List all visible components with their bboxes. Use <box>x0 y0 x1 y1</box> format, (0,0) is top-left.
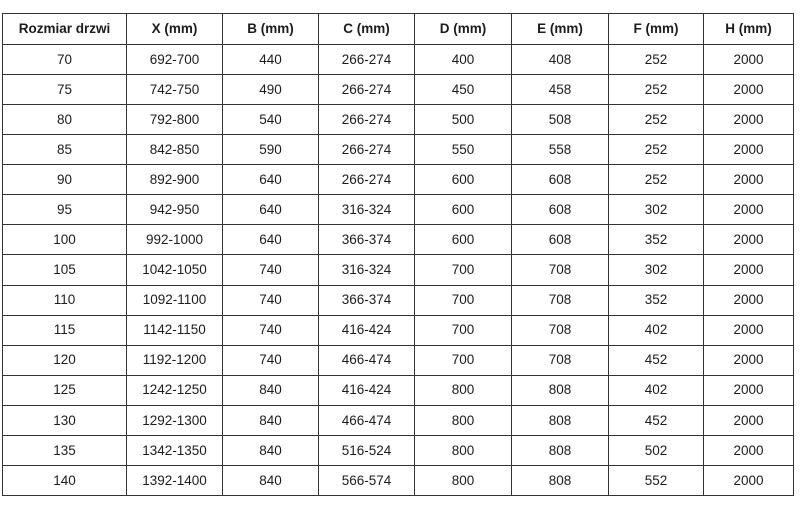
table-cell: 2000 <box>704 315 794 345</box>
table-cell: 252 <box>609 75 704 105</box>
table-cell: 266-274 <box>319 75 415 105</box>
table-cell: 608 <box>512 225 609 255</box>
table-cell: 85 <box>3 135 127 165</box>
table-cell: 1192-1200 <box>127 345 223 375</box>
table-cell: 458 <box>512 75 609 105</box>
table-cell: 105 <box>3 255 127 285</box>
table-cell: 2000 <box>704 75 794 105</box>
table-cell: 366-374 <box>319 285 415 315</box>
table-cell: 740 <box>223 255 319 285</box>
table-cell: 252 <box>609 105 704 135</box>
table-cell: 2000 <box>704 375 794 405</box>
table-row <box>3 75 794 105</box>
table-cell: 100 <box>3 225 127 255</box>
table-cell: 740 <box>223 285 319 315</box>
table-cell: 502 <box>609 435 704 465</box>
table-cell: 700 <box>415 255 512 285</box>
table-cell: 708 <box>512 255 609 285</box>
table-header-row <box>3 14 794 45</box>
table-cell: 600 <box>415 195 512 225</box>
table-cell: 2000 <box>704 135 794 165</box>
table-cell: 316-324 <box>319 195 415 225</box>
table-cell: 708 <box>512 315 609 345</box>
table-cell: 416-424 <box>319 315 415 345</box>
table-cell: 516-524 <box>319 435 415 465</box>
table-cell: 266-274 <box>319 45 415 75</box>
table-cell: 135 <box>3 435 127 465</box>
table-cell: 130 <box>3 405 127 435</box>
column-header-f-mm: F (mm) <box>609 14 704 45</box>
table-cell: 742-750 <box>127 75 223 105</box>
table-cell: 708 <box>512 345 609 375</box>
table-cell: 450 <box>415 75 512 105</box>
column-header-x-mm: X (mm) <box>127 14 223 45</box>
table-row <box>3 135 794 165</box>
table-cell: 2000 <box>704 405 794 435</box>
table-cell: 700 <box>415 315 512 345</box>
table-cell: 2000 <box>704 255 794 285</box>
table-cell: 80 <box>3 105 127 135</box>
table-cell: 402 <box>609 315 704 345</box>
table-cell: 95 <box>3 195 127 225</box>
table-cell: 352 <box>609 285 704 315</box>
column-header-c-mm: C (mm) <box>319 14 415 45</box>
table-cell: 700 <box>415 285 512 315</box>
table-cell: 600 <box>415 225 512 255</box>
table-cell: 608 <box>512 195 609 225</box>
table-cell: 440 <box>223 45 319 75</box>
table-cell: 2000 <box>704 345 794 375</box>
table-cell: 840 <box>223 465 319 495</box>
table-row <box>3 255 794 285</box>
table-cell: 1292-1300 <box>127 405 223 435</box>
table-cell: 400 <box>415 45 512 75</box>
table-cell: 302 <box>609 255 704 285</box>
table-cell: 808 <box>512 465 609 495</box>
table-cell: 125 <box>3 375 127 405</box>
table-cell: 252 <box>609 135 704 165</box>
table-cell: 70 <box>3 45 127 75</box>
table-cell: 608 <box>512 165 609 195</box>
table-cell: 366-374 <box>319 225 415 255</box>
table-cell: 740 <box>223 315 319 345</box>
table-row <box>3 345 794 375</box>
table-cell: 800 <box>415 375 512 405</box>
table-row <box>3 45 794 75</box>
table-cell: 316-324 <box>319 255 415 285</box>
table-cell: 352 <box>609 225 704 255</box>
table-row <box>3 165 794 195</box>
door-size-spec-table <box>2 13 794 496</box>
table-cell: 2000 <box>704 165 794 195</box>
table-row <box>3 285 794 315</box>
table-cell: 640 <box>223 165 319 195</box>
table-cell: 2000 <box>704 435 794 465</box>
table-row <box>3 105 794 135</box>
table-cell: 252 <box>609 165 704 195</box>
table-cell: 558 <box>512 135 609 165</box>
table-cell: 640 <box>223 225 319 255</box>
spec-table-container <box>2 13 794 496</box>
table-row <box>3 405 794 435</box>
column-header-h-mm: H (mm) <box>704 14 794 45</box>
table-cell: 566-574 <box>319 465 415 495</box>
table-cell: 140 <box>3 465 127 495</box>
table-cell: 640 <box>223 195 319 225</box>
table-cell: 700 <box>415 345 512 375</box>
table-cell: 452 <box>609 405 704 435</box>
table-cell: 266-274 <box>319 105 415 135</box>
table-cell: 590 <box>223 135 319 165</box>
table-cell: 800 <box>415 405 512 435</box>
table-row <box>3 195 794 225</box>
table-cell: 1142-1150 <box>127 315 223 345</box>
column-header-e-mm: E (mm) <box>512 14 609 45</box>
table-cell: 466-474 <box>319 405 415 435</box>
table-cell: 1242-1250 <box>127 375 223 405</box>
table-cell: 808 <box>512 375 609 405</box>
table-cell: 942-950 <box>127 195 223 225</box>
table-cell: 552 <box>609 465 704 495</box>
table-cell: 840 <box>223 375 319 405</box>
table-cell: 892-900 <box>127 165 223 195</box>
table-cell: 840 <box>223 435 319 465</box>
table-cell: 792-800 <box>127 105 223 135</box>
table-cell: 402 <box>609 375 704 405</box>
table-cell: 550 <box>415 135 512 165</box>
table-row <box>3 435 794 465</box>
table-cell: 252 <box>609 45 704 75</box>
table-row <box>3 465 794 495</box>
table-cell: 540 <box>223 105 319 135</box>
table-cell: 808 <box>512 435 609 465</box>
table-row <box>3 225 794 255</box>
table-cell: 800 <box>415 435 512 465</box>
column-header-rozmiar-drzwi: Rozmiar drzwi <box>3 14 127 45</box>
table-cell: 508 <box>512 105 609 135</box>
table-cell: 115 <box>3 315 127 345</box>
table-row <box>3 375 794 405</box>
table-cell: 2000 <box>704 285 794 315</box>
table-cell: 408 <box>512 45 609 75</box>
table-cell: 75 <box>3 75 127 105</box>
table-cell: 740 <box>223 345 319 375</box>
table-cell: 800 <box>415 465 512 495</box>
table-cell: 692-700 <box>127 45 223 75</box>
table-cell: 416-424 <box>319 375 415 405</box>
table-row <box>3 315 794 345</box>
table-cell: 490 <box>223 75 319 105</box>
table-cell: 1342-1350 <box>127 435 223 465</box>
column-header-d-mm: D (mm) <box>415 14 512 45</box>
table-cell: 1092-1100 <box>127 285 223 315</box>
table-cell: 842-850 <box>127 135 223 165</box>
table-cell: 708 <box>512 285 609 315</box>
table-cell: 840 <box>223 405 319 435</box>
table-cell: 808 <box>512 405 609 435</box>
table-cell: 2000 <box>704 105 794 135</box>
table-body <box>3 45 794 496</box>
table-cell: 992-1000 <box>127 225 223 255</box>
table-cell: 302 <box>609 195 704 225</box>
table-cell: 466-474 <box>319 345 415 375</box>
table-cell: 110 <box>3 285 127 315</box>
column-header-b-mm: B (mm) <box>223 14 319 45</box>
table-cell: 2000 <box>704 45 794 75</box>
table-cell: 600 <box>415 165 512 195</box>
table-cell: 452 <box>609 345 704 375</box>
table-cell: 1392-1400 <box>127 465 223 495</box>
table-cell: 266-274 <box>319 165 415 195</box>
table-cell: 266-274 <box>319 135 415 165</box>
table-cell: 120 <box>3 345 127 375</box>
table-cell: 2000 <box>704 465 794 495</box>
table-cell: 2000 <box>704 225 794 255</box>
table-cell: 90 <box>3 165 127 195</box>
table-cell: 1042-1050 <box>127 255 223 285</box>
table-cell: 500 <box>415 105 512 135</box>
table-cell: 2000 <box>704 195 794 225</box>
